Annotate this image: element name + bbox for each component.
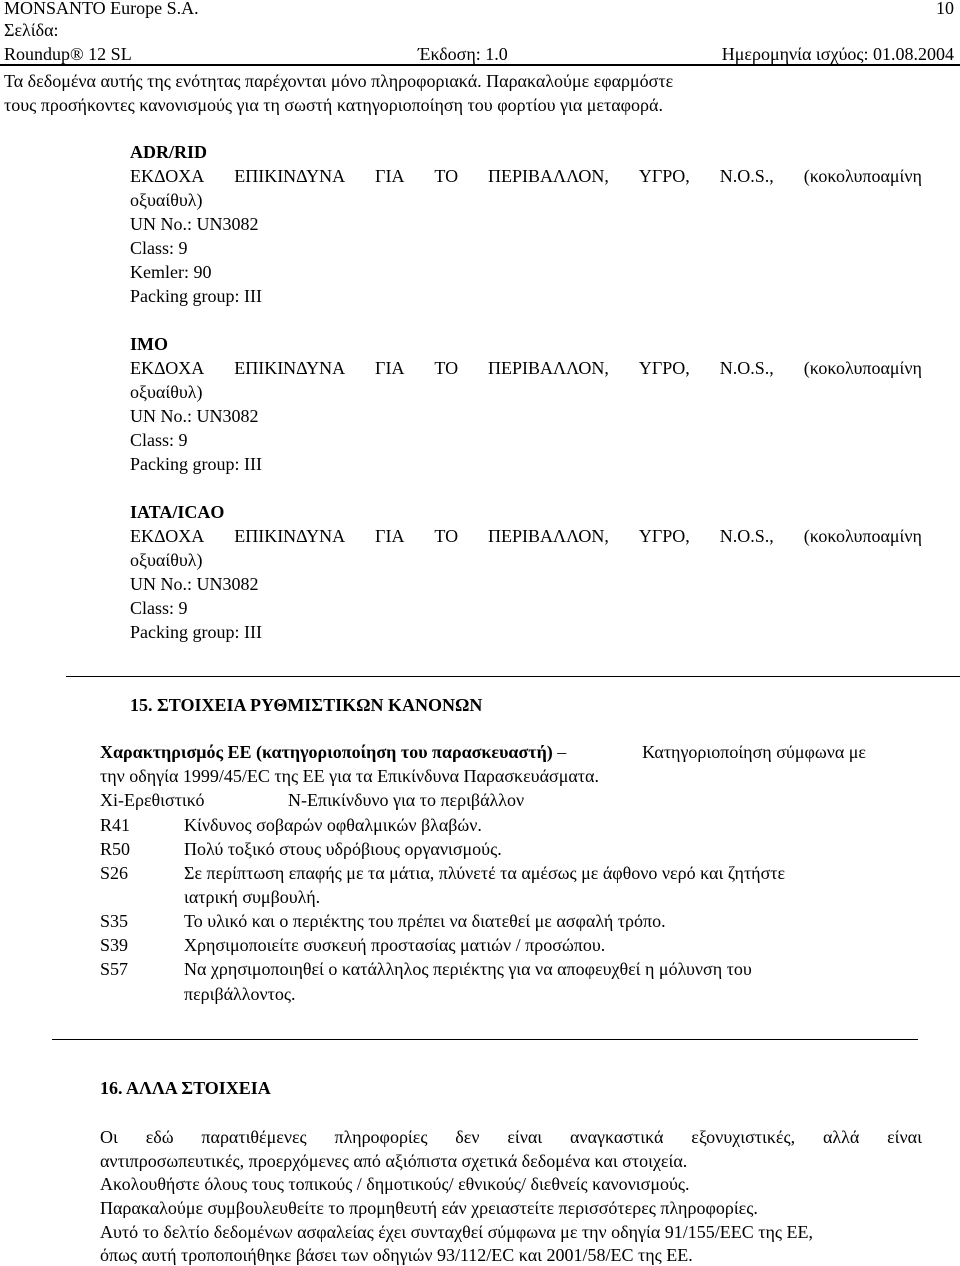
transport-imo — [130, 332, 922, 476]
phrase-code: S57 — [100, 959, 129, 979]
product-name: Roundup® 12 SL — [4, 44, 132, 64]
un-number: UN No.: UN3082 — [130, 406, 259, 426]
packing-group: Packing group: III — [130, 454, 262, 474]
classification-line-1: Χαρακτηρισμός ΕΕ (κατηγοριοποίηση του παρασκευαστή) – Κατηγοριοποίηση σύμφωνα με — [100, 742, 866, 762]
phrase-text-cont: ιατρική συμβουλή. — [184, 887, 321, 907]
shipping-name: ΕΚΔΟΧΑ ΕΠΙΚΙΝΔΥΝΑ ΓΙΑ ΤΟ ΠΕΡΙΒΑΛΛΟΝ, ΥΓΡΟ, N.O.S., (κοκολυποαμίνη — [130, 526, 922, 546]
transport-iata-icao — [130, 500, 922, 644]
effective-date: Ημερομηνία ισχύος: 01.08.2004 — [721, 44, 954, 64]
phrase-code: S35 — [100, 911, 129, 931]
shipping-name: ΕΚΔΟΧΑ ΕΠΙΚΙΝΔΥΝΑ ΓΙΑ ΤΟ ΠΕΡΙΒΑΛΛΟΝ, ΥΓΡΟ, N.O.S., (κοκολυποαμίνη — [130, 166, 922, 186]
phrase-text: Πολύ τοξικό στους υδρόβιους οργανισμούς. — [184, 839, 502, 859]
header-divider — [0, 64, 960, 66]
symbol-xi: Xi-Ερεθιστικό — [100, 790, 205, 810]
version: Έκδοση: 1.0 — [418, 44, 508, 64]
packing-group: Packing group: III — [130, 286, 262, 306]
classification-line-2: την οδηγία 1999/45/EC της ΕΕ για τα Επικίνδυνα Παρασκευάσματα. — [100, 766, 599, 786]
page-label: Σελίδα: — [4, 20, 59, 40]
kemler-code: Kemler: 90 — [130, 262, 212, 282]
un-number: UN No.: UN3082 — [130, 214, 259, 234]
transport-adr-rid — [130, 140, 922, 308]
section-divider-16 — [52, 1039, 918, 1040]
packing-group: Packing group: III — [130, 622, 262, 642]
phrase-text: Σε περίπτωση επαφής με τα μάτια, πλύνετέ τα αμέσως με άφθονο νερό και ζητήστε — [184, 863, 786, 883]
section-divider-15 — [66, 676, 960, 677]
other-info-line-6: όπως αυτή τροποποιήθηκε βάσει των οδηγιών 93/112/EC και 2001/58/EC της ΕΕ. — [100, 1245, 693, 1265]
phrase-text: Κίνδυνος σοβαρών οφθαλμικών βλαβών. — [184, 815, 482, 835]
shipping-name-cont: οξυαίθυλ) — [130, 190, 203, 210]
classification-label: Χαρακτηρισμός ΕΕ (κατηγοριοποίηση του παρασκευαστή) — [100, 742, 553, 762]
transport-mode: IATA/ICAO — [130, 502, 225, 522]
intro-line-2: τους προσήκοντες κανονισμούς για τη σωστή κατηγοριοποίηση του φορτίου για μεταφορά. — [4, 95, 663, 115]
other-info-line-2: αντιπροσωπευτικές, προερχόμενες από αξιόπιστα σχετικά δεδομένα και στοιχεία. — [100, 1151, 688, 1171]
page-number: 10 — [936, 0, 954, 18]
shipping-name-cont: οξυαίθυλ) — [130, 382, 203, 402]
company-name: MONSANTO Europe S.A. — [4, 0, 199, 18]
other-info-line-5: Αυτό το δελτίο δεδομένων ασφαλείας έχει συνταχθεί σύμφωνα με την οδηγία 91/155/EEC της ΕΕ, — [100, 1222, 814, 1242]
phrase-code: S26 — [100, 863, 129, 883]
phrase-code: R50 — [100, 839, 131, 859]
shipping-name-cont: οξυαίθυλ) — [130, 550, 203, 570]
phrase-text: Το υλικό και ο περιέκτης του πρέπει να διατεθεί με ασφαλή τρόπο. — [184, 911, 666, 931]
hazard-class: Class: 9 — [130, 430, 188, 450]
phrase-text: Να χρησιμοποιηθεί ο κατάλληλος περιέκτης για να αποφευχθεί η μόλυνση του — [184, 959, 752, 979]
hazard-class: Class: 9 — [130, 238, 188, 258]
hazard-class: Class: 9 — [130, 598, 188, 618]
other-info-line-1: Οι εδώ παρατιθέμενες πληροφορίες δεν είναι αναγκαστικά εξονυχιστικές, αλλά είναι — [100, 1127, 922, 1147]
phrase-code: S39 — [100, 935, 129, 955]
header-row-1 — [4, 0, 954, 18]
intro-line-1: Τα δεδομένα αυτής της ενότητας παρέχονται μόνο πληροφοριακά. Παρακαλούμε εφαρμόστε — [4, 71, 674, 91]
shipping-name: ΕΚΔΟΧΑ ΕΠΙΚΙΝΔΥΝΑ ΓΙΑ ΤΟ ΠΕΡΙΒΑΛΛΟΝ, ΥΓΡΟ, N.O.S., (κοκολυποαμίνη — [130, 358, 922, 378]
phrase-text-cont: περιβάλλοντος. — [184, 984, 296, 1004]
other-info-line-3: Ακολουθήστε όλους τους τοπικούς / δημοτικούς/ εθνικούς/ διεθνείς κανονισμούς. — [100, 1174, 690, 1194]
phrase-text: Χρησιμοποιείτε συσκευή προστασίας ματιών / προσώπου. — [184, 935, 606, 955]
section-15-title: 15. ΣΤΟΙΧΕΙΑ ΡΥΘΜΙΣΤΙΚΩΝ ΚΑΝΟΝΩΝ — [130, 695, 483, 715]
transport-mode: ADR/RID — [130, 142, 208, 162]
other-info-line-4: Παρακαλούμε συμβουλευθείτε το προμηθευτή εάν χρειαστείτε περισσότερες πληροφορίες. — [100, 1198, 758, 1218]
symbol-n: N-Επικίνδυνο για το περιβάλλον — [288, 790, 525, 810]
classification-text: Κατηγοριοποίηση σύμφωνα με — [642, 742, 866, 762]
header-row-2 — [4, 20, 954, 40]
phrase-code: R41 — [100, 815, 131, 835]
un-number: UN No.: UN3082 — [130, 574, 259, 594]
section-16-title: 16. ΑΛΛΑ ΣΤΟΙΧΕΙΑ — [100, 1078, 271, 1098]
header-row-3 — [4, 44, 954, 64]
transport-mode: IMO — [130, 334, 168, 354]
